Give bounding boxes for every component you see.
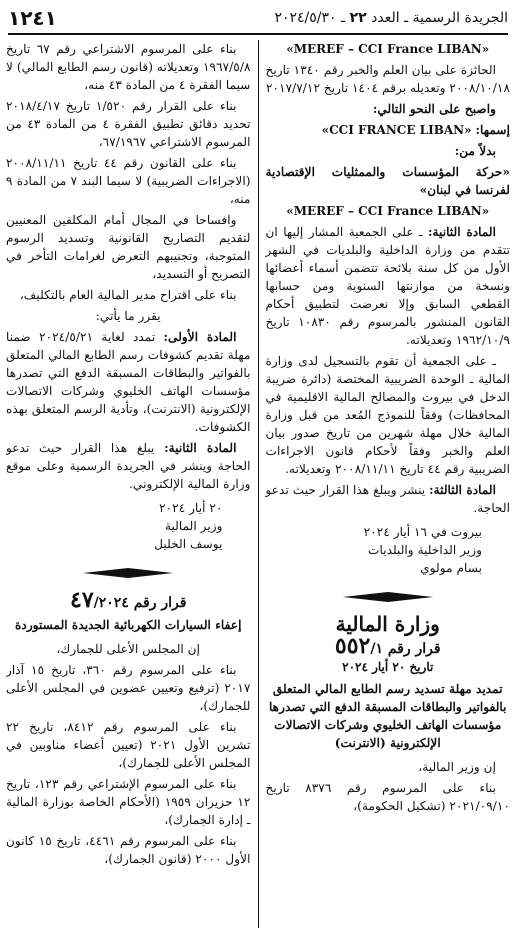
page-number: ١٢٤١: [8, 6, 57, 30]
sign-date: بيروت في ١٦ أيار ٢٠٢٤: [363, 525, 482, 539]
article-3-label: المادة الثالثة:: [429, 483, 496, 497]
article-2-left-label: المادة الثانية:: [164, 441, 237, 455]
decision-prefix-2: قرار رقم: [133, 595, 187, 611]
decision-suffix: /١: [370, 641, 383, 657]
based-on-3: بناء على القانون رقم ٤٤ تاريخ ٢٠٠٨/١١/١١ (الاجراءات الضريبية) لا سيما البند ٧ من المادة ٩ منه،: [5, 156, 251, 206]
registration-obligation: ـ على الجمعية أن تقوم بالتسجيل لدى وزارة المالية ـ الوحدة الضريبية المختصة (دائرة ضريبة الدخل في بيروت والمصالح المالية الاقليمية في المحافظات) وفقاً للنموذج المُعد من قبل وزارة المالية خلال مهلة شهرين من تاريخ صدور بيان العلم والخبر وفقاً لأحكام قانون الاجراءات الضريبية رقم ٤٤ تاريخ ٢٠٠٨/١١/١١ وتعديلاته.: [265, 354, 510, 476]
article-2-text: ـ على الجمعية المشار إليها ان تتقدم من وزارة الداخلية والبلديات في الشهر الأول من كل سنة بلائحة تتضمن أسماء أعضائها ونسخة من موازنتها السنوية ومن حسابها القطعي السابق وإلا نعرضت لتطبيق أحكام القانون المنشور بالمرسوم رقم ١٠٨٣٠ تاريخ ١٩٦٢/١٠/٩ وتعديلاته.: [265, 225, 510, 347]
meref-name-2: «MEREF – CCI France LIBAN»: [286, 204, 490, 218]
based-on-6: بناء على المرسوم الإشتراعي رقم ١٢٣، تاريخ ١٢ حزيران ١٩٥٩ (الأحكام الخاصة بوزارة المالية ـ إدارة الجمارك)،: [5, 777, 251, 827]
decides: يقرر ما يأتي:: [95, 309, 161, 323]
based-on-1: بناء على المرسوم الاشتراعي رقم ٦٧ تاريخ ١٩٦٧/٥/٨ وتعديلاته (قانون رسم الطابع المالي) لا سيما الفقرة ٤ من المادة ٤٣ منه،: [5, 42, 251, 92]
decision-number: [265, 633, 510, 659]
proposal: بناء على اقتراح مدير المالية العام بالتكليف،: [19, 288, 237, 302]
decision-suffix-2: /٢٠٢٤: [93, 595, 129, 611]
decision-subject-2: إعفاء السيارات الكهربائية الجديدة المستوردة: [15, 618, 242, 632]
page-body: [6, 40, 510, 928]
article-1-text: تمدد لغاية ٢٠٢٤/٥/٢١ ضمنا مهلة تقديم كشوفات رسم الطابع المالي المتعلق بالفواتير والبطاقات المسبقة الدفع التي تصدرها مؤسسات الهاتف الخليوي وشركات الاتصالات الإلكترونية (الانترنت)، وتأدية الرسم المتعلق بهذه الكشوفات.: [5, 330, 251, 434]
issue-number: ٢٢: [349, 10, 367, 26]
separator-ornament-1: [265, 589, 510, 607]
article-3-text: ينشر ويبلغ هذا القرار حيث تدعو الحاجة.: [265, 483, 510, 515]
based-on-5: بناء على المرسوم رقم ٨٤١٢، تاريخ ٢٢ تشرين الأول ٢٠٢١ (تعيين أعضاء مناوبين في المجلس الأعلى للجمارك)،: [5, 720, 251, 770]
sign-date-2: ٢٠ أيار ٢٠٢٤: [159, 501, 223, 515]
separator-ornament-2: [6, 565, 251, 583]
justification: وافساحا في المجال أمام المكلفين المعنيين لتقديم التصاريح القانونية وتسديد الرسوم المتوجبة، وتجنيبهم التعرض لغرامات التأخر في التصريح أو التسديد،: [5, 213, 251, 281]
as-follows: واصبح على النحو التالي:: [372, 102, 496, 116]
left-column: [6, 40, 257, 928]
issue-date: ـ ٢٠٢٤/٥/٣٠: [274, 10, 346, 26]
article-3: [265, 481, 510, 517]
article-2-left: [6, 439, 251, 493]
meref-name-1: «MEREF – CCI France LIBAN»: [286, 42, 490, 56]
decision-number-2: [6, 587, 251, 613]
based-on-7: بناء على المرسوم رقم ٤٤٦١، تاريخ ١٥ كانون الأول ٢٠٠٠ (قانون الجمارك)،: [5, 834, 251, 866]
right-column: [259, 40, 510, 928]
minister-intro: إن وزير المالية،: [418, 760, 496, 774]
article-2-label: المادة الثانية:: [427, 225, 496, 239]
new-name-line: [265, 121, 510, 139]
article-2: [265, 223, 510, 349]
based-on-2: بناء على القرار رقم ١/٥٢٠ تاريخ ٢٠١٨/٤/١٧ تحديد دقائق تطبيق الفقرة ٤ من المادة ٤٣ من المرسوم الاشتراعي ٦٧/١٩٦٧،: [5, 99, 251, 149]
based-on-4: بناء على المرسوم رقم ٣٦٠، تاريخ ١٥ آذار ٢٠١٧ (ترفيع وتعيين عضوين في المجلس الأعلى للجمارك)،: [5, 663, 251, 713]
column-divider: [258, 40, 259, 928]
sign-title: وزير الداخلية والبلديات: [368, 543, 482, 557]
decision-date: تاريخ ٢٠ أيار ٢٠٢٤: [342, 660, 434, 674]
council-intro: إن المجلس الأعلى للجمارك،: [56, 642, 201, 656]
decision-no: ٥٥٢: [334, 633, 371, 659]
article-1-label: المادة الأولى:: [163, 330, 237, 344]
instead-of: بدلاً من:: [454, 144, 496, 158]
decision-prefix: قرار رقم: [387, 641, 441, 657]
gazette-title: [274, 10, 508, 26]
sign-name: بسام مولوي: [420, 561, 482, 575]
sign-title-2: وزير المالية: [164, 519, 223, 533]
article-2-left-text: يبلغ هذا القرار حيث تدعو الحاجة وينشر في الجريدة الرسمية وعلى موقع وزارة المالية الإلكتروني.: [5, 441, 251, 491]
signature-block-1: [265, 523, 510, 577]
registration-paragraph: الحائزة على بيان العلم والخبر رقم ١٣٤٠ تاريخ ٢٠٠٨/١٠/١٨ وتعديله برقم ١٤٠٤ تاريخ ٢٠١٧/٧/١٢: [265, 63, 510, 95]
gazette-name: الجريدة الرسمية ـ العدد: [371, 10, 508, 26]
name-label: إسمها:: [475, 123, 510, 137]
decision-no-2: ٤٧: [70, 587, 94, 613]
signature-block-2: [6, 499, 251, 553]
sign-name-2: يوسف الخليل: [154, 537, 223, 551]
based-on-decree: بناء على المرسوم رقم ٨٣٧٦ تاريخ ٢٠٢١/٠٩/١٠ (تشكيل الحكومة)،: [265, 781, 510, 813]
ministry-title: وزارة المالية: [335, 612, 440, 636]
old-name-arabic: «حركة المؤسسات والممثليات الإقتصادية لفرنسا في لبنان»: [265, 165, 510, 197]
new-name: «CCI FRANCE LIBAN»: [321, 123, 472, 137]
article-1: [6, 328, 251, 436]
decision-subject: تمديد مهلة تسديد رسم الطابع المالي المتعلق بالفواتير والبطاقات المسبقة الدفع التي تصدرها مؤسسات الهاتف الخليوي وشركات الاتصالات الإلكترونية (الانترنت): [268, 682, 507, 750]
page-header: [8, 6, 508, 35]
